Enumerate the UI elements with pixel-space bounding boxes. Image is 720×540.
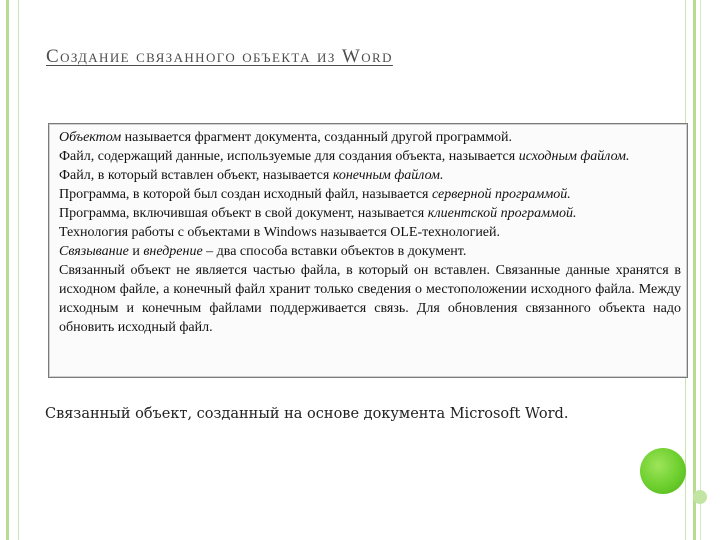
doc-line-3 bbox=[59, 166, 681, 185]
doc-line-4-term: серверной программой. bbox=[431, 187, 571, 202]
doc-line-3-term: конечным файлом. bbox=[332, 168, 444, 183]
doc-line-7-term-2: внедрение bbox=[143, 244, 203, 259]
doc-line-6-text: Технология работы с объектами в Windows называется OLE-технологией. bbox=[59, 225, 501, 240]
slide-right-stripe bbox=[700, 0, 720, 540]
doc-line-2-term: исходным файлом. bbox=[518, 149, 630, 164]
doc-line-2-text: Файл, содержащий данные, используемые для создания объекта, называется bbox=[59, 149, 519, 164]
doc-line-2 bbox=[59, 147, 681, 166]
doc-line-7-mid: и bbox=[128, 244, 144, 259]
caption: Связанный объект, созданный на основе документа Microsoft Word. bbox=[45, 406, 569, 422]
doc-line-3-text: Файл, в который вставлен объект, называется bbox=[59, 168, 333, 183]
doc-line-7-term-1: Связывание bbox=[59, 244, 129, 259]
doc-line-5-term: клиентской программой. bbox=[427, 206, 577, 221]
linked-object-text bbox=[59, 128, 681, 337]
doc-line-4 bbox=[59, 185, 681, 204]
linked-object-box[interactable] bbox=[48, 123, 688, 378]
decorative-small-circle bbox=[693, 490, 707, 504]
slide-title: Создание связанного объекта из Word bbox=[46, 46, 393, 67]
doc-line-7 bbox=[59, 242, 681, 261]
doc-line-1-text: называется фрагмент документа, созданный другой программой. bbox=[121, 130, 512, 145]
decorative-green-circle bbox=[640, 448, 686, 494]
doc-line-5 bbox=[59, 204, 681, 223]
doc-line-1 bbox=[59, 128, 681, 147]
doc-line-5-text: Программа, включившая объект в свой документ, называется bbox=[59, 206, 428, 221]
doc-line-6 bbox=[59, 223, 681, 242]
doc-paragraph: Связанный объект не является частью файла, в который он вставлен. Связанные данные хранятся в исходном файле, а конечный файл хранит только сведения о местоположении исходного файла. Между исходным и конечным файлами поддерживается связь. Для обновления связанного объекта надо обновить исходный файл. bbox=[59, 263, 681, 335]
doc-line-7-text: – два способа вставки объектов в документ. bbox=[202, 244, 467, 259]
doc-line-4-text: Программа, в которой был создан исходный файл, называется bbox=[59, 187, 432, 202]
doc-line-1-term: Объектом bbox=[59, 130, 122, 145]
